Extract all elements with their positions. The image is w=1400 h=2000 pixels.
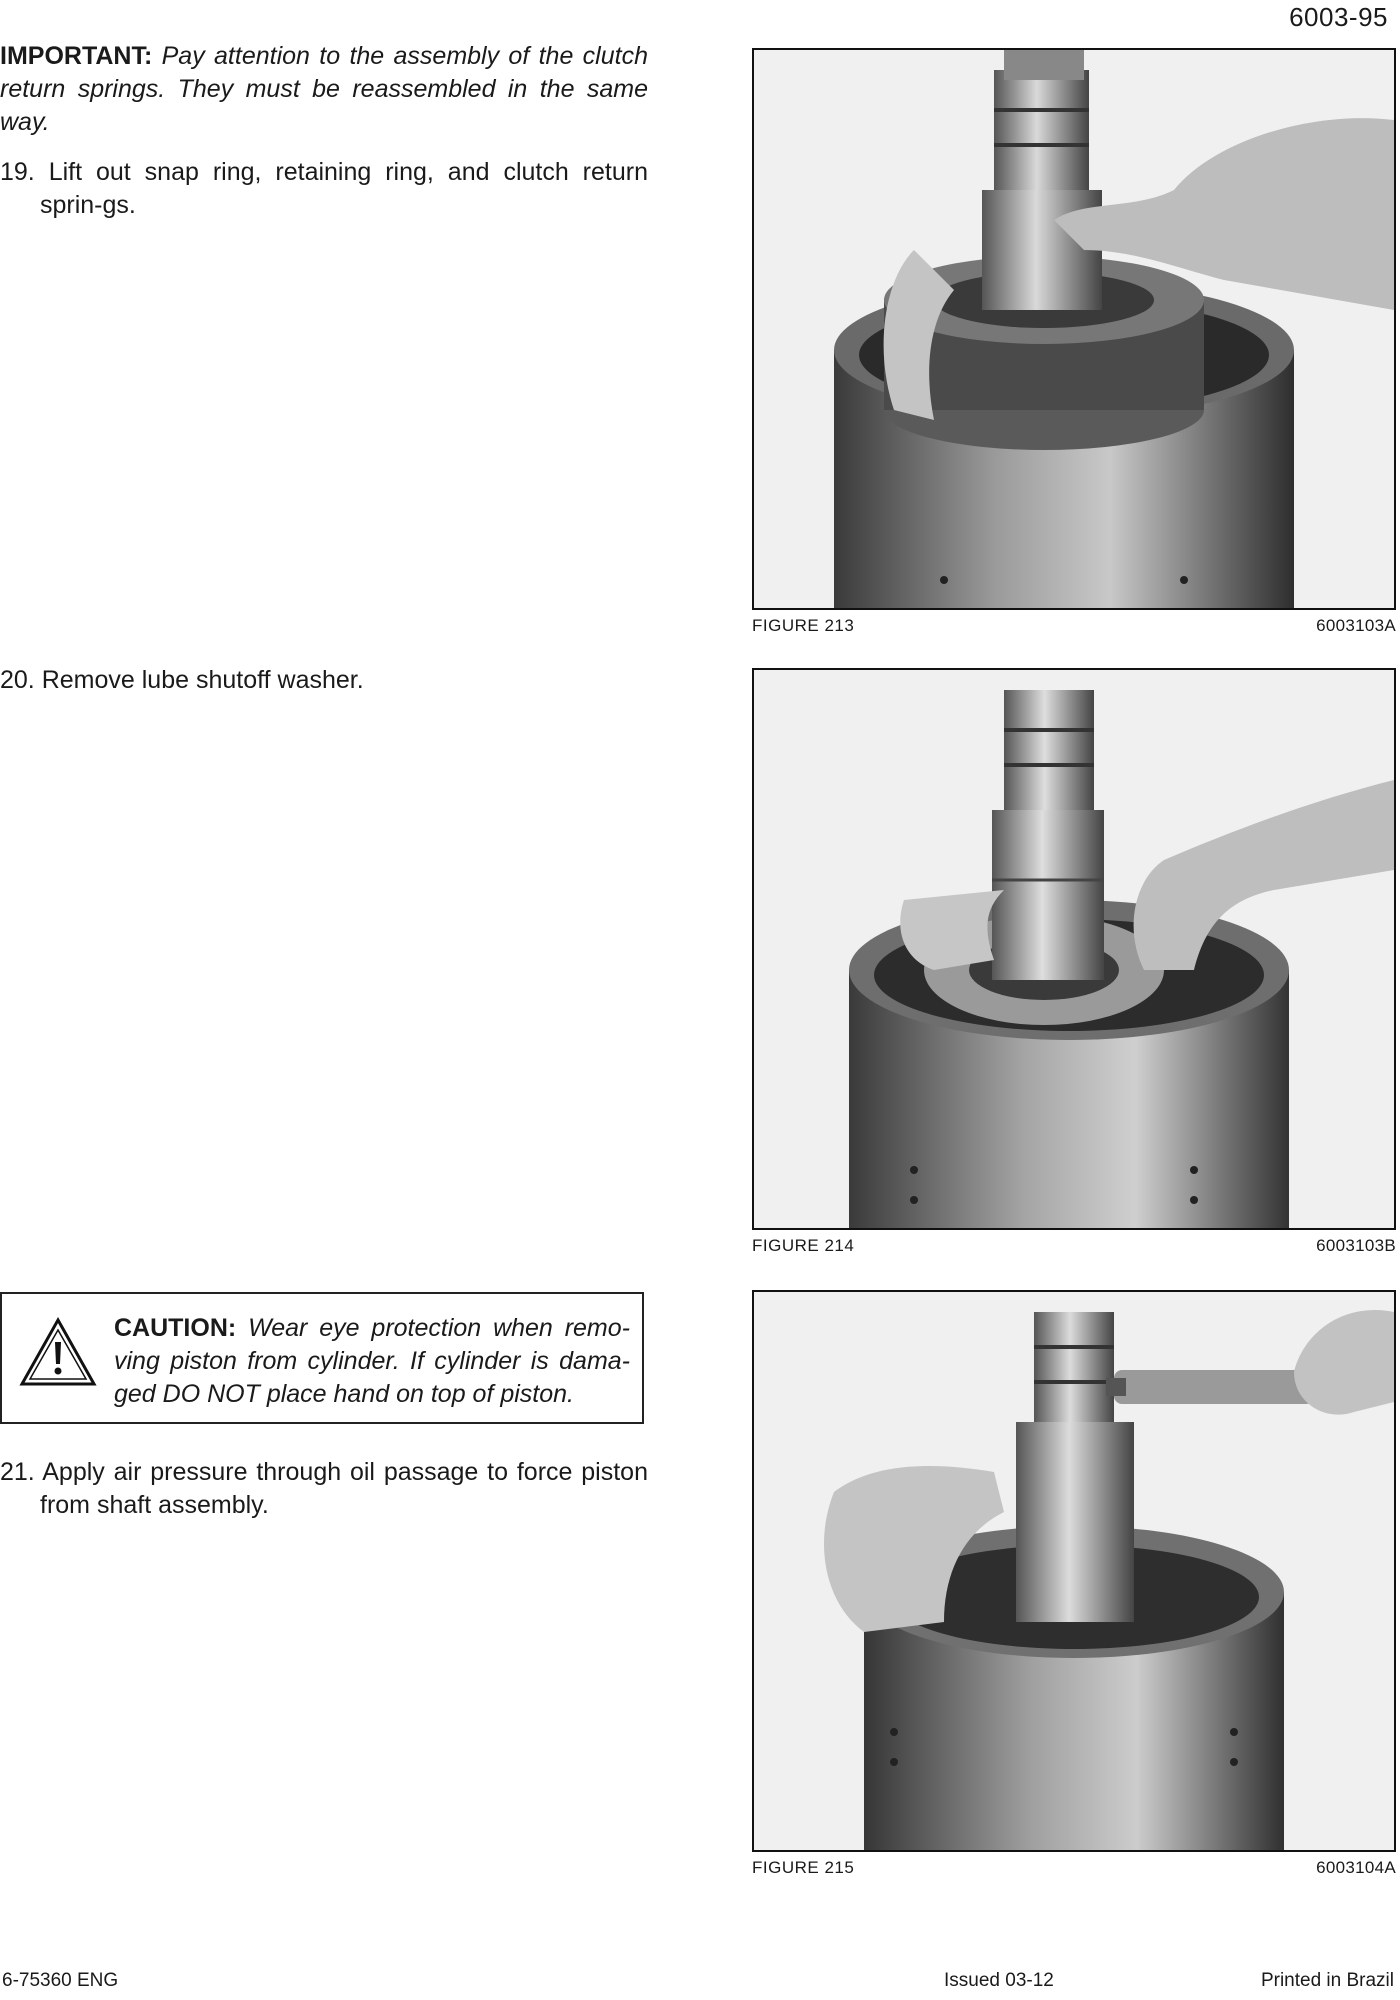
figure-215-code: 6003104A xyxy=(1316,1858,1396,1877)
figure-213-caption: FIGURE 213 xyxy=(752,616,855,635)
figure-213-photo xyxy=(752,48,1396,610)
caution-text: Wear eye protection when remo-ving piston from cylinder. If cylinder is dama-ged DO NOT place hand on top of piston. xyxy=(114,1314,630,1408)
caution-box xyxy=(0,1292,644,1424)
important-text: Pay attention to the assembly of the clutch return springs. They must be reassembled in the same way. xyxy=(0,42,648,136)
step-21 xyxy=(0,1456,648,1522)
warning-triangle-icon xyxy=(18,1316,98,1388)
figure-214-caption: FIGURE 214 xyxy=(752,1236,855,1255)
important-label: IMPORTANT: xyxy=(0,42,153,70)
footer-doc-number: 6-75360 ENG xyxy=(2,1970,119,1991)
step-number: 21. xyxy=(0,1458,35,1486)
caution-label: CAUTION: xyxy=(114,1314,237,1342)
step-19 xyxy=(0,156,648,222)
page-number: 6003-95 xyxy=(1289,2,1388,32)
figure-213-code: 6003103A xyxy=(1316,616,1396,635)
step-text: Lift out snap ring, retaining ring, and clutch return sprin-gs. xyxy=(40,158,648,219)
clutch-return-springs-photo xyxy=(754,50,1394,608)
footer-printed: Printed in Brazil xyxy=(1260,1970,1394,1991)
step-number: 19. xyxy=(0,158,35,186)
figure-215-photo xyxy=(752,1290,1396,1852)
figure-214-photo xyxy=(752,668,1396,1230)
step-20 xyxy=(0,664,648,697)
figure-215-caption: FIGURE 215 xyxy=(752,1858,855,1877)
air-pressure-piston-photo xyxy=(754,1292,1394,1850)
caution-text-block xyxy=(114,1312,630,1411)
step-number: 20. xyxy=(0,666,35,694)
important-note xyxy=(0,40,648,139)
step-text: Apply air pressure through oil passage to force piston from shaft assembly. xyxy=(40,1458,648,1519)
step-text: Remove lube shutoff washer. xyxy=(41,666,364,694)
footer-issued: Issued 03-12 xyxy=(944,1970,1054,1991)
figure-214-code: 6003103B xyxy=(1316,1236,1396,1255)
lube-shutoff-washer-photo xyxy=(754,670,1394,1228)
